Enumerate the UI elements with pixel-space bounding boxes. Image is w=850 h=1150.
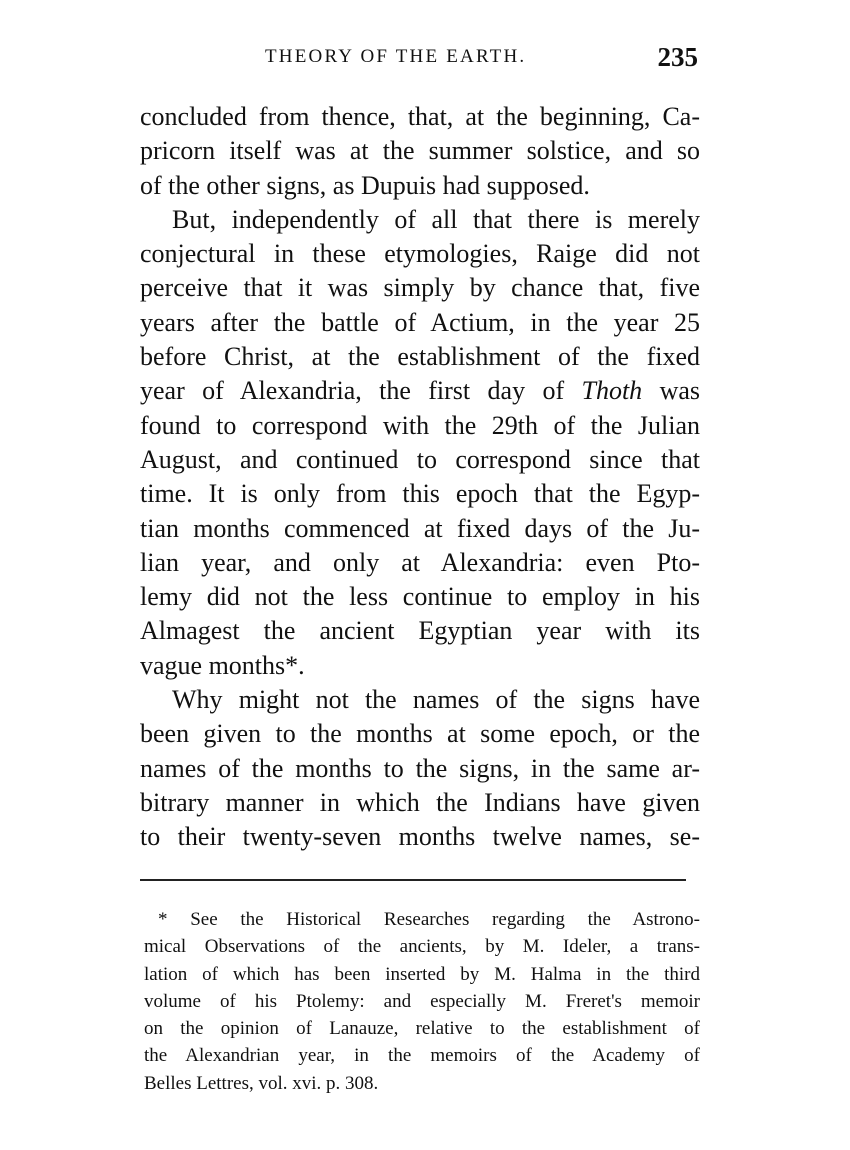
footnote-line: the Alexandrian year, in the memoirs of the Academy of [144,1045,700,1067]
body-line: lian year, and only at Alexandria: even Pto- [140,547,700,577]
footnote [144,906,700,1097]
body-line: found to correspond with the 29th of the Julian [140,410,700,440]
running-title: THEORY OF THE EARTH. [265,46,527,67]
body-line: names of the months to the signs, in the same ar- [140,753,700,783]
body-line: Why might not the names of the signs have [172,685,700,715]
footnote-line: Belles Lettres, vol. xvi. p. 308. [144,1072,379,1094]
body-line: years after the battle of Actium, in the year 25 [140,307,700,337]
body-line: before Christ, at the establishment of the fixed [140,342,700,372]
body-line: to their twenty-seven months twelve names, se- [140,822,700,852]
page-header [140,42,700,76]
footnote-line: on the opinion of Lanauze, relative to the establishment of [144,1018,700,1040]
body-line: concluded from thence, that, at the beginning, Ca- [140,102,700,131]
body-line: time. It is only from this epoch that the Egyp- [140,479,700,509]
body-line: bitrary manner in which the Indians have given [140,787,700,817]
body-line: conjectural in these etymologies, Raige did not [140,239,700,269]
footnote-separator-rule [140,879,686,881]
body-line: But, independently of all that there is merely [172,204,700,234]
footnote-line: * See the Historical Researches regarding the Astrono- [158,909,700,930]
body-line: tian months commenced at fixed days of the Ju- [140,513,700,543]
body-line-end: was [659,376,701,406]
footnote-line: volume of his Ptolemy: and especially M. Freret's memoir [144,990,700,1012]
footnote-line: lation of which has been inserted by M. Halma in the third [144,963,700,985]
body-line: perceive that it was simply by chance that, five [140,273,700,303]
italic-word-thoth: Thoth [581,376,643,406]
body-line: Almagest the ancient Egyptian year with its [140,616,700,646]
body-line-start: year of Alexandria, the first day of [140,376,565,406]
body-line: been given to the months at some epoch, or the [140,719,700,749]
body-line: vague months*. [140,650,305,680]
body-line: pricorn itself was at the summer solstice, and so [140,136,700,166]
body-line: lemy did not the less continue to employ in his [140,582,700,612]
body-line: August, and continued to correspond since that [140,444,700,474]
body-line-with-italic [140,374,700,408]
body-text [140,100,700,855]
page-number: 235 [657,42,698,72]
footnote-line: mical Observations of the ancients, by M. Ideler, a trans- [144,936,700,958]
body-line: of the other signs, as Dupuis had supposed. [140,170,590,200]
